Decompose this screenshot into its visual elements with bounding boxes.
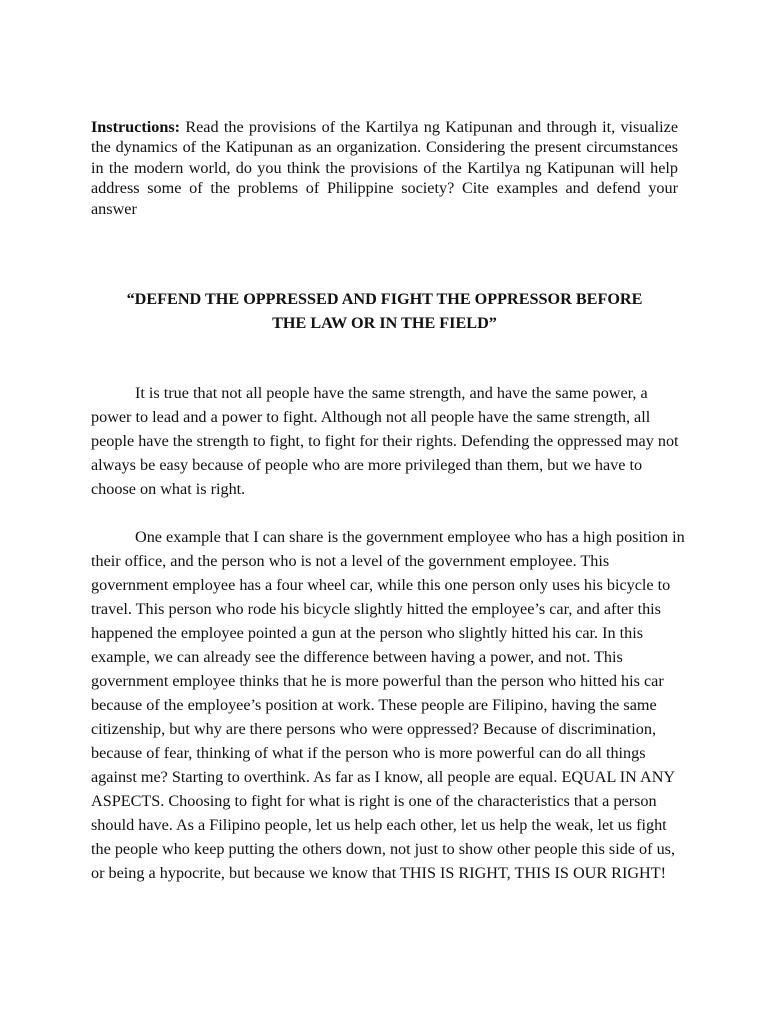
essay-paragraph-2: One example that I can share is the government employee who has a high position in their office, and the person who is not a level of the government employee. This government employee has a four wheel car, while this one person only uses his bicycle to travel. This person who rode his bicycle slightly hitted the employee’s car, and after this happened the employee pointed a gun at the person who slightly hitted his car. In this example, we can already see the difference between having a power, and not. This government employee thinks that he is more powerful than the person who hitted his car because of the employee’s position at work. These people are Filipino, having the same citizenship, but why are there persons who were oppressed? Because of discrimination, because of fear, thinking of what if the person who is more powerful can do all things against me? Starting to overthink. As far as I know, all people are equal. EQUAL IN ANY ASPECTS. Choosing to fight for what is right is one of the characteristics that a person should have. As a Filipino people, let us help each other, let us help the weak, let us fight the people who keep putting the others down, not just to show other people this side of us, or being a hypocrite, but because we know that THIS IS RIGHT, THIS IS OUR RIGHT!	[91, 528, 685, 882]
essay-title	[91, 287, 678, 335]
essay-title-line-1: “DEFEND THE OPPRESSED AND FIGHT THE OPPRESSOR BEFORE	[126, 290, 643, 308]
instructions-text: Read the provisions of the Kartilya ng Katipunan and through it, visualize the dynamics of the Katipunan as an organization. Considering the present circumstances in the modern world, do you think the provisions of the Kartilya ng Katipunan will help address some of the problems of Philippine society? Cite examples and defend your answer	[91, 118, 679, 218]
essay-paragraph-1: It is true that not all people have the same strength, and have the same power, a power to lead and a power to fight. Although not all people have the same strength, all people have the strength to fight, to fight for their rights. Defending the oppressed may not always be easy because of people who are more privileged than them, but we have to choose on what is right.	[91, 384, 679, 498]
instructions-block	[91, 117, 678, 219]
essay-title-line-2: THE LAW OR IN THE FIELD”	[272, 314, 497, 332]
instructions-label: Instructions:	[91, 118, 181, 136]
